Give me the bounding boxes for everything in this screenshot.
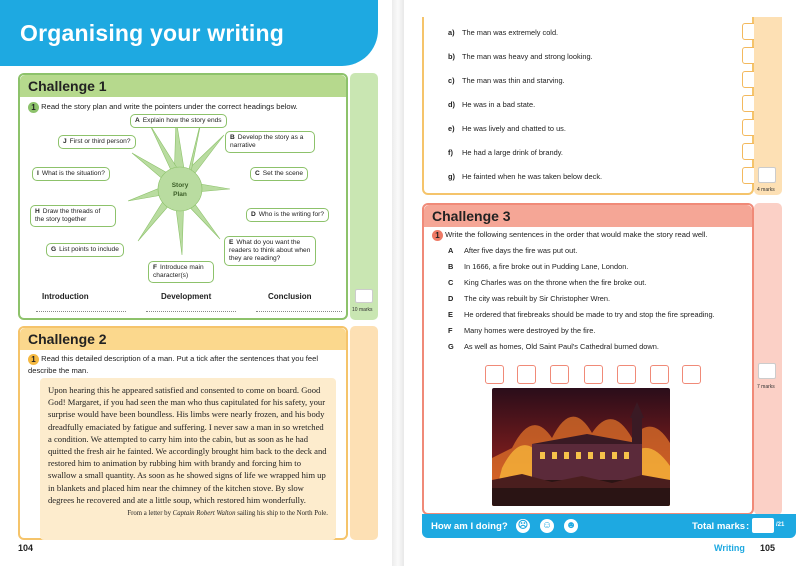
challenge-1 <box>18 73 348 320</box>
challenge-2-marks-column-cont <box>754 17 782 195</box>
pointer-b: B Develop the story as a narrative <box>225 131 315 153</box>
statement-a: a) The man was extremely cold. <box>448 28 559 37</box>
pointer-c: C Set the scene <box>250 167 308 181</box>
left-page <box>0 0 392 566</box>
sentence-b: B In 1666, a fire broke out in Pudding Lane, London. <box>448 262 629 271</box>
answer-line[interactable] <box>256 311 342 312</box>
marks-input[interactable] <box>758 167 776 183</box>
sentence-c: C King Charles was on the throne when the fire broke out. <box>448 278 647 287</box>
challenge-3-marks-column <box>754 203 782 515</box>
order-box[interactable] <box>517 365 536 384</box>
order-box[interactable] <box>584 365 603 384</box>
marks-label: 7 marks <box>757 384 775 390</box>
great-fire-illustration <box>492 388 670 506</box>
marks-label: 10 marks <box>352 307 373 313</box>
question-number: 1 <box>432 230 443 241</box>
footer-subject: Writing <box>714 543 745 553</box>
instruction-text: Read this detailed description of a man. Put a tick after the sentences that you feel describe the man. <box>28 354 319 375</box>
column-conclusion: Conclusion <box>268 292 312 301</box>
sentence-f: F Many homes were destroyed by the fire. <box>448 326 596 335</box>
page-title: Organising your writing <box>20 20 285 46</box>
passage <box>40 378 336 540</box>
statement-f: f) He had a large drink of brandy. <box>448 148 563 157</box>
star-label-1: Story <box>171 182 189 189</box>
statement-g: g) He fainted when he was taken below deck. <box>448 172 603 181</box>
happy-face-icon[interactable]: ☻ <box>565 520 577 531</box>
challenge-1-marks-column <box>350 73 378 320</box>
pointer-d: D Who is the writing for? <box>246 208 329 222</box>
passage-text: Upon hearing this he appeared satisfied and consented to come on board. Good God! Margaret, if you had seen the man who thus capitulated for his safety, your surprise would have been boundless. His limbs were nearly frozen, and his body dreadfully emaciated by fatigue and suffering. I never saw a man in so wretched a condition. We attempted to carry him into the cabin, but as soon as he had quitted the fresh air he fainted. We accordingly brought him back to the deck and restored him to animation by rubbing him with brandy and forcing him to swallow a small quantity. As soon as he showed signs of life we wrapped him up in blankets and placed him near the chimney of the kitchen stove. By slow degrees he recovered and ate a little soup, which restored him wonderfully. <box>48 385 327 505</box>
progress-bar: How am I doing? ☹ ☺ ☻ Total marks : /21 <box>422 514 796 538</box>
statement-b: b) The man was heavy and strong looking. <box>448 52 593 61</box>
page-number-left: 104 <box>18 543 34 553</box>
answer-line[interactable] <box>146 311 236 312</box>
total-marks-label: Total marks <box>692 521 746 532</box>
page-number-right: 105 <box>760 543 776 553</box>
instruction-text: Read the story plan and write the pointers under the correct headings below. <box>41 102 298 111</box>
total-out-of: /21 <box>776 522 785 528</box>
challenge-1-instruction <box>28 101 346 113</box>
book-spine <box>392 0 404 566</box>
pointer-e: E What do you want the readers to think about when they are reading? <box>224 236 316 266</box>
neutral-face-icon[interactable]: ☺ <box>541 520 553 531</box>
pointer-a: A Explain how the story ends <box>130 114 227 128</box>
challenge-3-instruction <box>432 229 752 241</box>
order-box[interactable] <box>617 365 636 384</box>
sentence-e: E He ordered that firebreaks should be made to try and stop the fire spreading. <box>448 310 715 319</box>
marks-input[interactable] <box>355 289 373 303</box>
instruction-text: Write the following sentences in the order that would make the story read well. <box>445 230 708 239</box>
pointer-j: J First or third person? <box>58 135 136 149</box>
challenge-2-marks-column <box>350 326 378 540</box>
challenge-2 <box>18 326 348 540</box>
pointer-i: I What is the situation? <box>32 167 110 181</box>
pointer-f: F Introduce main character(s) <box>148 261 214 283</box>
answer-line[interactable] <box>36 311 126 312</box>
statement-e: e) He was lively and chatted to us. <box>448 124 566 133</box>
challenge-2-instruction <box>28 353 328 376</box>
sentence-a: A After five days the fire was put out. <box>448 246 578 255</box>
question-number: 1 <box>28 102 39 113</box>
order-box[interactable] <box>550 365 569 384</box>
challenge-2-statements <box>422 17 754 195</box>
challenge-3-heading: Challenge 3 <box>424 205 752 227</box>
order-box[interactable] <box>650 365 669 384</box>
question-number: 1 <box>28 354 39 365</box>
order-box[interactable] <box>485 365 504 384</box>
challenge-1-heading: Challenge 1 <box>20 75 346 97</box>
marks-input[interactable] <box>758 363 776 379</box>
challenge-2-heading: Challenge 2 <box>20 328 346 350</box>
pointer-g: G List points to include <box>46 243 124 257</box>
column-development: Development <box>161 292 212 301</box>
progress-label: How am I doing? <box>431 521 508 532</box>
passage-source: From a letter by Captain Robert Walton sailing his ship to the North Pole. <box>127 510 328 518</box>
sad-face-icon[interactable]: ☹ <box>517 520 529 531</box>
order-box[interactable] <box>682 365 701 384</box>
title-banner <box>0 0 378 66</box>
marks-label: 4 marks <box>757 187 775 193</box>
statement-d: d) He was in a bad state. <box>448 100 536 109</box>
total-marks-input[interactable] <box>752 518 774 533</box>
pointer-h: H Draw the threads of the story together <box>30 205 116 227</box>
right-page <box>404 0 800 566</box>
column-introduction: Introduction <box>42 292 89 301</box>
sentence-d: D The city was rebuilt by Sir Christopher Wren. <box>448 294 611 303</box>
statement-c: c) The man was thin and starving. <box>448 76 565 85</box>
story-plan-star <box>128 117 232 257</box>
star-label-2: Plan <box>173 191 187 198</box>
sentence-g: G As well as homes, Old Saint Paul's Cathedral burned down. <box>448 342 659 351</box>
